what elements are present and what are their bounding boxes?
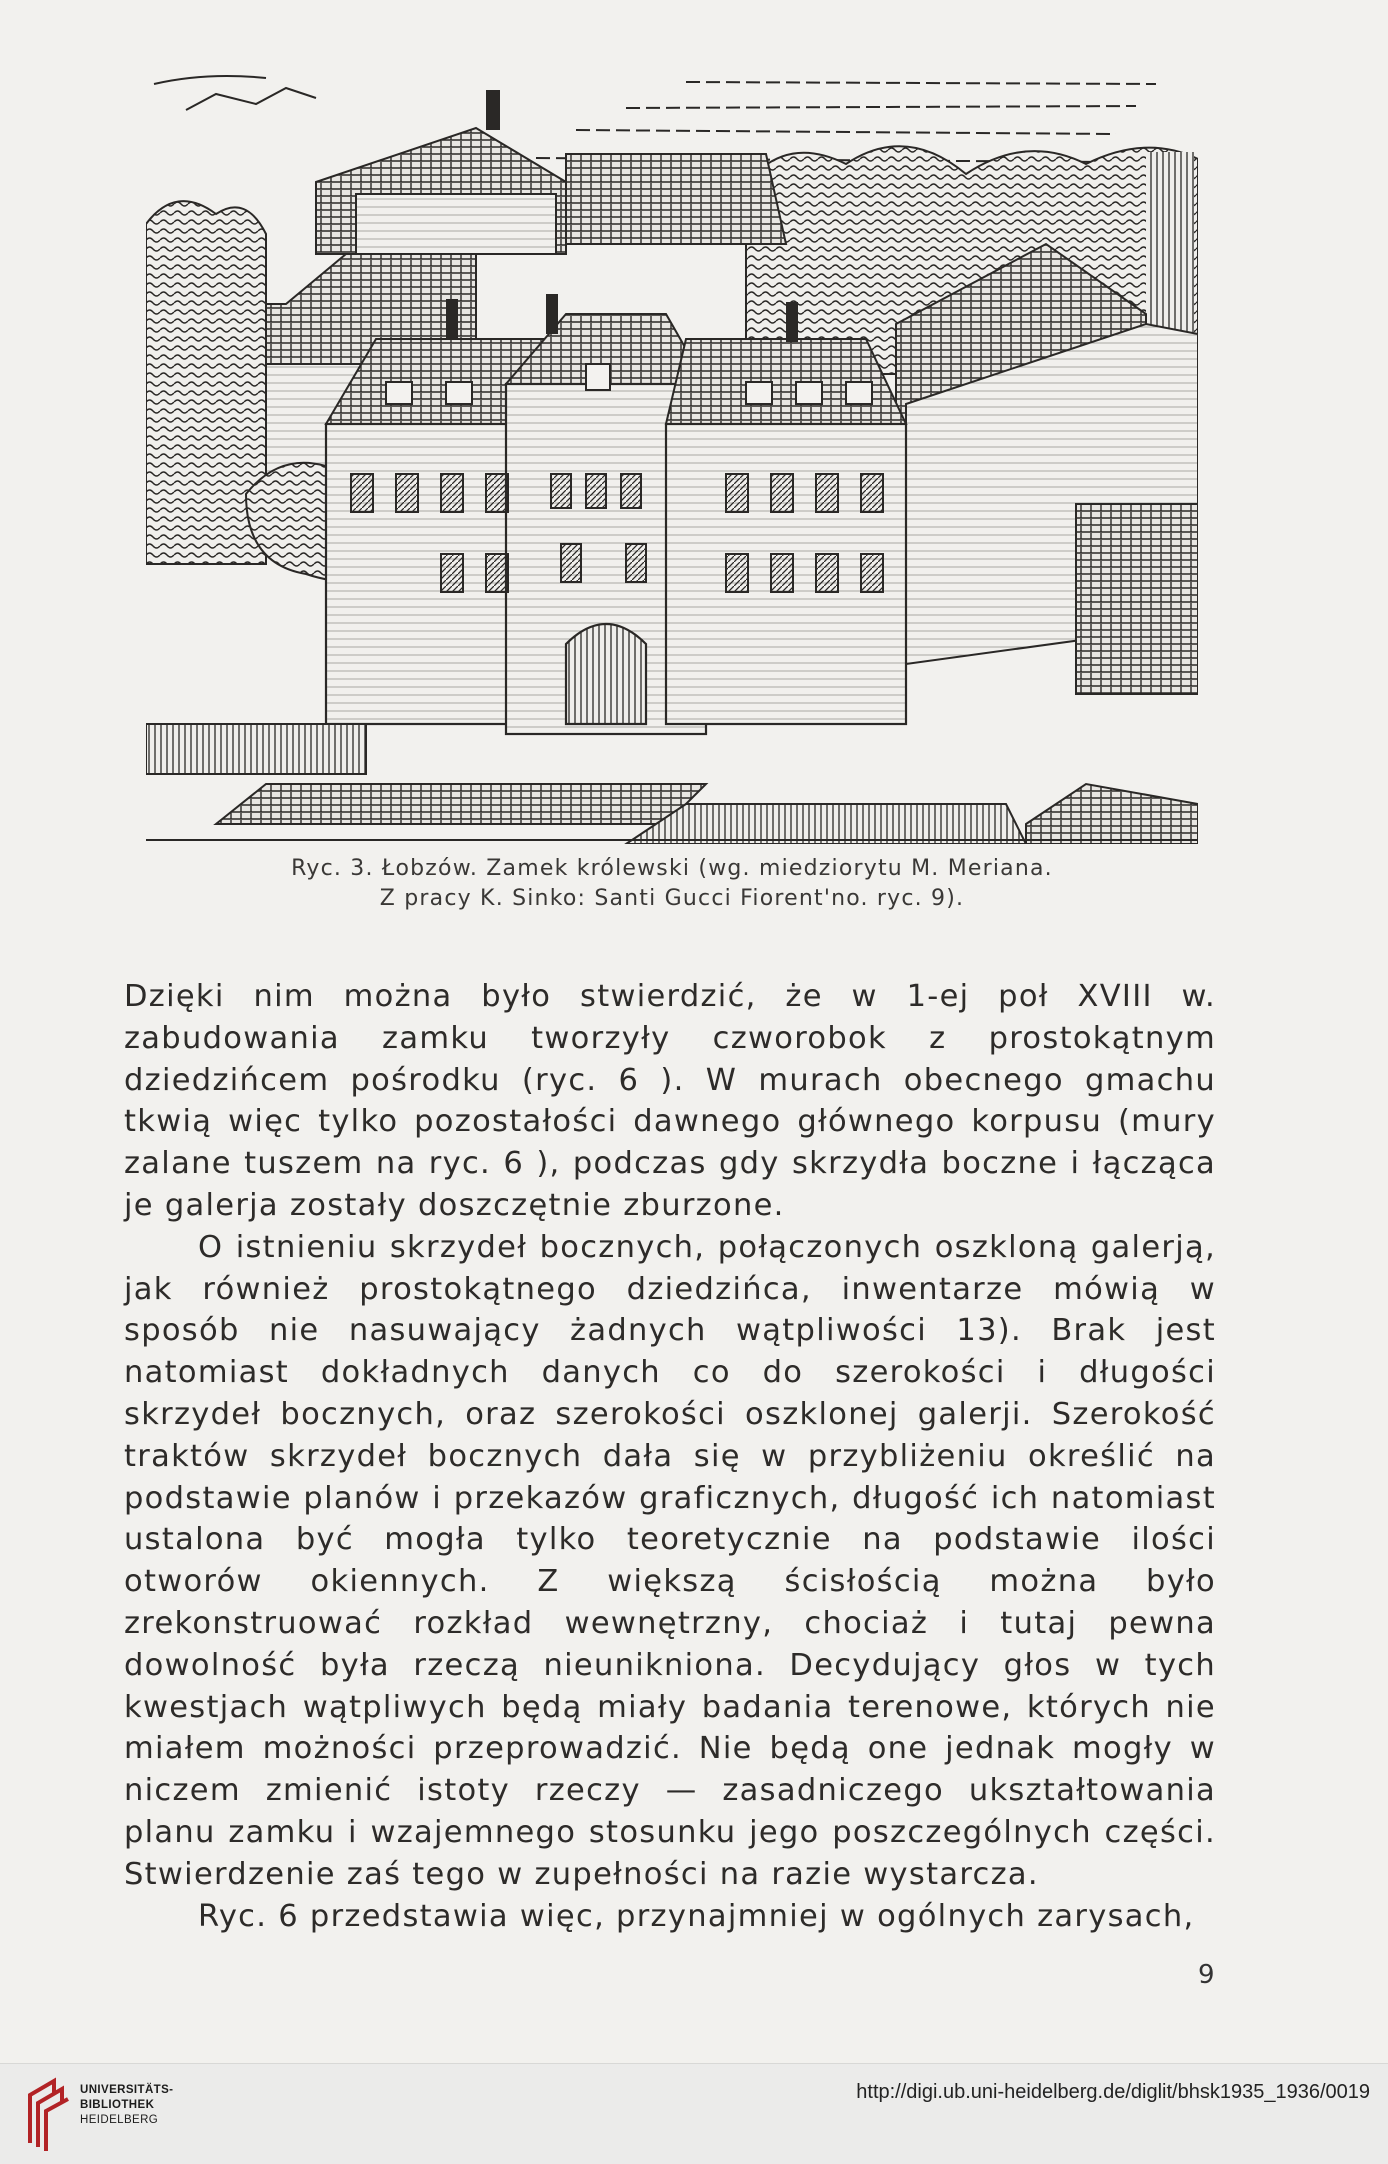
castle-engraving-illustration bbox=[146, 64, 1198, 844]
library-name-line: BIBLIOTHEK bbox=[80, 2099, 155, 2111]
library-name-line: UNIVERSITÄTS- bbox=[80, 2084, 174, 2096]
permalink-url[interactable]: http://digi.ub.uni-heidelberg.de/diglit/bhsk1935_1936/0019 bbox=[856, 2081, 1370, 2103]
library-name bbox=[80, 2083, 173, 2128]
library-name-line: HEIDELBERG bbox=[80, 2114, 159, 2126]
body-text bbox=[124, 976, 1216, 1937]
paragraph: Ryc. 6 przedstawia więc, przynajmniej w ogólnych zarysach, bbox=[198, 1898, 1195, 1934]
viewer-footer bbox=[0, 2063, 1388, 2164]
library-logo-icon bbox=[24, 2073, 70, 2153]
paragraph: Dzięki nim można było stwierdzić, że w 1-ej poł XVIII w. zabudowania zamku tworzyły czworobok z prostokątnym dziedzińcem pośrodku (ryc. 6 ). W murach obecnego gmachu tkwią więc tylko pozostałości dawnego głównego korpusu (mury zalane tuszem na ryc. 6 ), podczas gdy skrzydła boczne i łącząca je galerja zostały doszczętnie zburzone. bbox=[124, 979, 1216, 1223]
page-number: 9 bbox=[1198, 1960, 1215, 1990]
figure-caption-line-1: Ryc. 3. Łobzów. Zamek królewski (wg. miedziorytu M. Meriana. bbox=[291, 856, 1053, 881]
figure-caption-line-2: Z pracy K. Sinko: Santi Gucci Fiorent'no. ryc. 9). bbox=[379, 886, 965, 911]
paragraph: O istnieniu skrzydeł bocznych, połączonych oszkloną galerją, jak również prostokątnego dziedzińca, inwentarze mówią w sposób nie nasuwający żadnych wątpliwości 13). Brak jest natomiast dokładnych danych co do szerokości i długości skrzydeł bocznych, oraz szerokości oszklonej galerji. Szerokość traktów skrzydeł bocznych dała się w przybliżeniu określić na podstawie planów i przekazów graficznych, długość ich natomiast ustalona być mogła tylko teoretycznie na podstawie ilości otworów okiennych. Z większą ścisłością można było zrekonstruować rozkład wewnętrzny, chociaż i tutaj pewna dowolność była rzeczą nieunikniona. Decydujący głos w tych kwestjach wątpliwych będą miały badania terenowe, których nie miałem możności przeprowadzić. Nie będą one jednak mogły w niczem zmienić istoty rzeczy — zasadniczego ukształtowania planu zamku i wzajemnego stosunku jego poszczególnych części. Stwierdzenie zaś tego w zupełności na razie wystarcza. bbox=[124, 1229, 1216, 1892]
